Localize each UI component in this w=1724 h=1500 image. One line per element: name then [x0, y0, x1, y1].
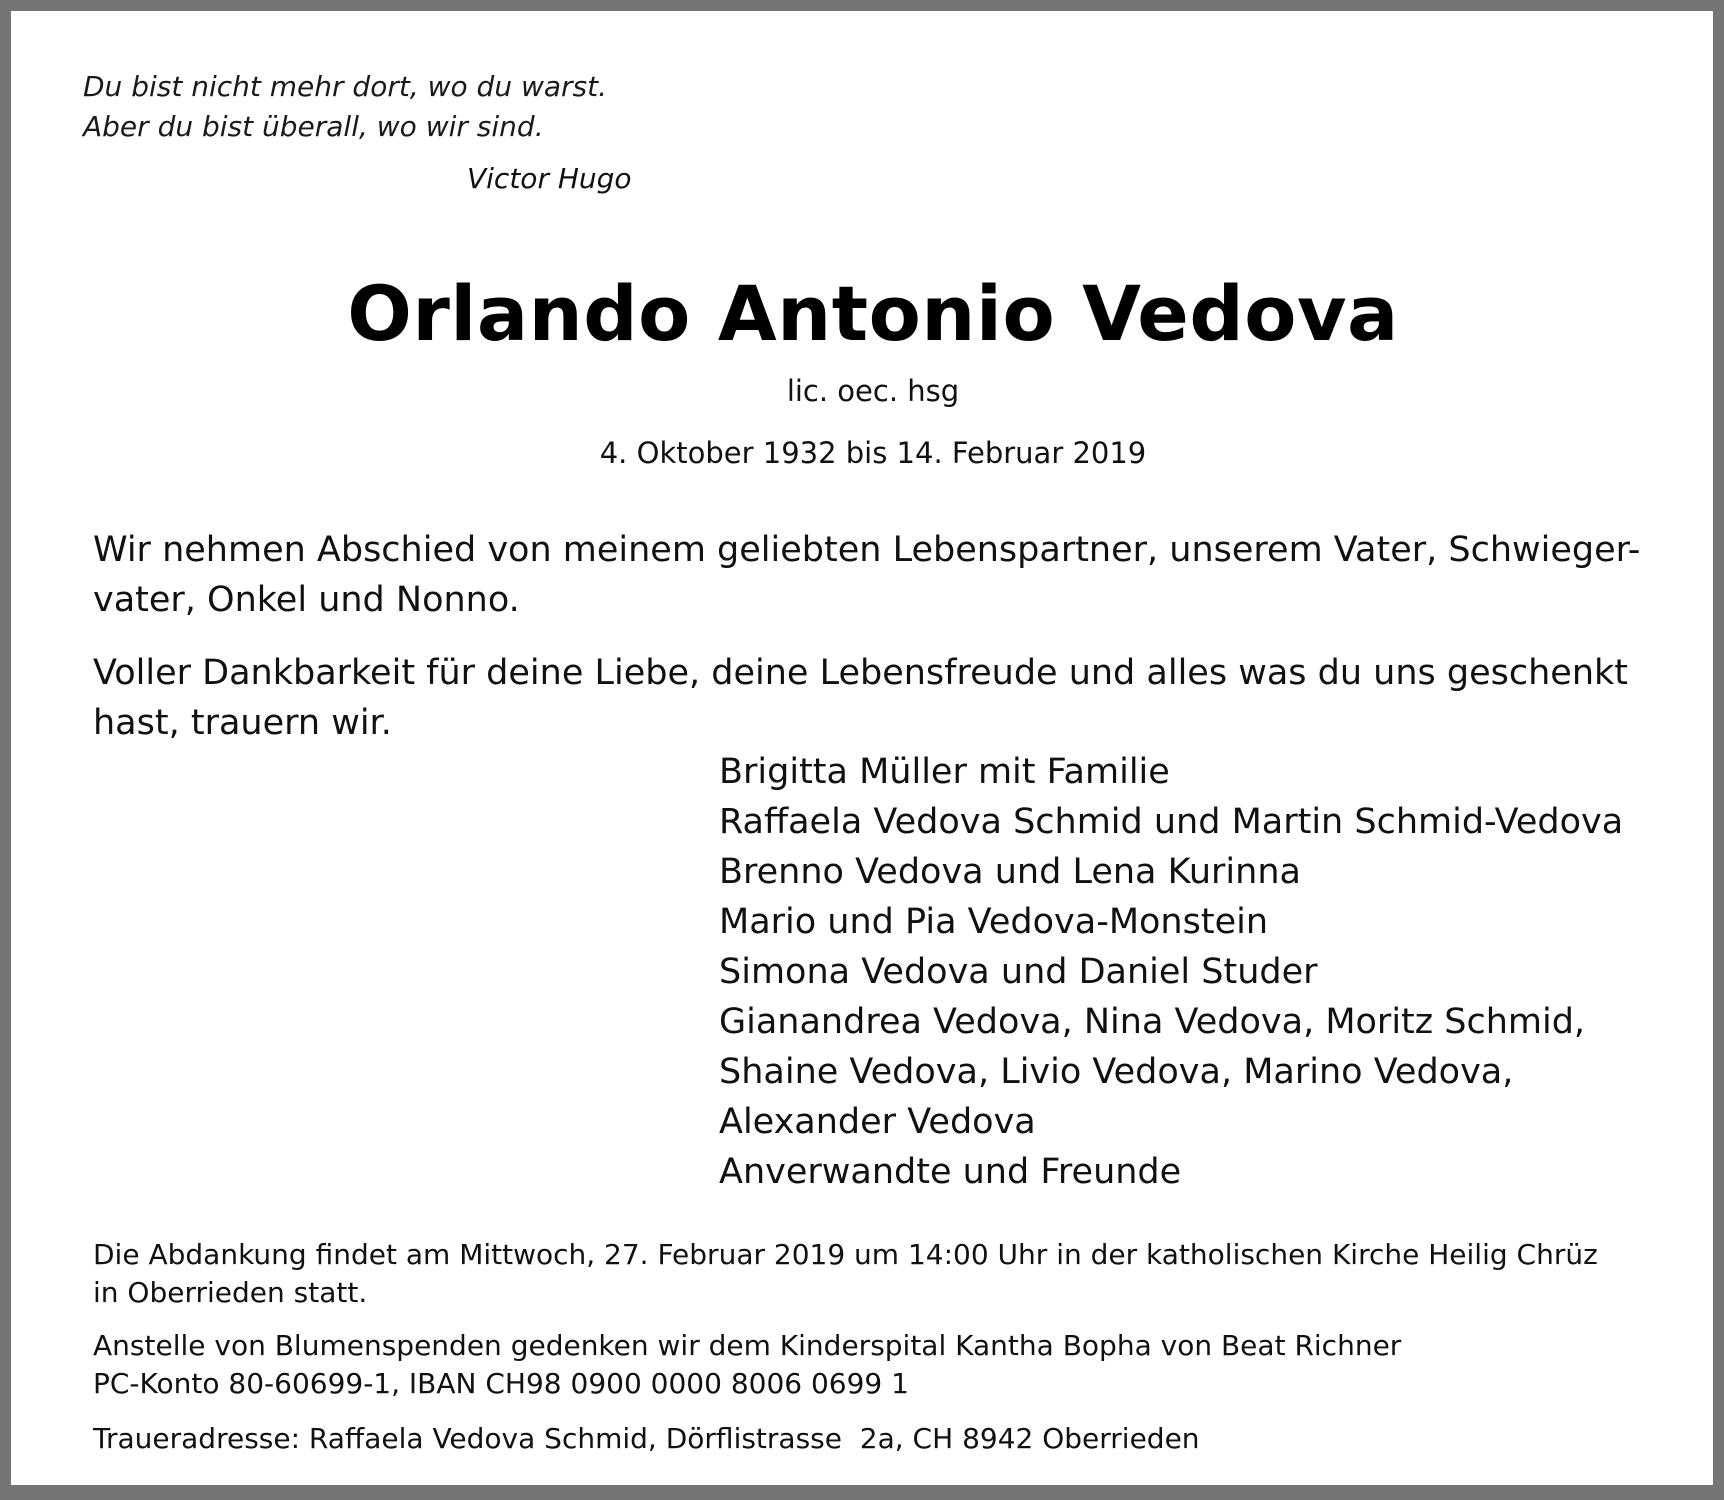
academic-title: lic. oec. hsg [786, 374, 960, 408]
signatory: Brigitta Müller mit Familie [719, 752, 1170, 792]
quote-author: Victor Hugo [467, 162, 632, 195]
ceremony-line: Die Abdankung findet am Mittwoch, 27. Februar 2019 um 14:00 Uhr in der katholischen Kirche Heilig Chrüz [93, 1238, 1598, 1271]
signatory: Shaine Vedova, Livio Vedova, Marino Vedova, [719, 1052, 1514, 1092]
quote-line: Aber du bist überall, wo wir sind. [83, 110, 544, 143]
ceremony-info [93, 1236, 1693, 1312]
donation-line: PC-Konto 80-60699-1, IBAN CH98 0900 0000 8006 0699 1 [93, 1367, 909, 1400]
paragraph-line: hast, trauern wir. [93, 703, 392, 743]
farewell-paragraph [93, 525, 1673, 625]
donation-line: Anstelle von Blumenspenden gedenken wir dem Kinderspital Kantha Bopha von Beat Richner [93, 1329, 1402, 1362]
quote [83, 67, 607, 147]
signatory: Simona Vedova und Daniel Studer [719, 952, 1318, 992]
signatory: Anverwandte und Freunde [719, 1152, 1182, 1192]
quote-line: Du bist nicht mehr dort, wo du warst. [83, 70, 608, 103]
address-line: Traueradresse: Raffaela Vedova Schmid, Dörflistrasse 2a, CH 8942 Oberrieden [93, 1422, 1200, 1455]
paragraph-line: Wir nehmen Abschied von meinem geliebten Lebenspartner, unserem Vater, Schwieger- [93, 530, 1641, 570]
life-dates: 4. Oktober 1932 bis 14. Februar 2019 [599, 436, 1147, 470]
signatory: Gianandrea Vedova, Nina Vedova, Moritz Schmid, [719, 1002, 1586, 1042]
deceased-name: Orlando Antonio Vedova [347, 269, 1399, 358]
paragraph-line: Voller Dankbarkeit für deine Liebe, deine Lebensfreude und alles was du uns geschenkt [93, 653, 1628, 693]
signatory: Brenno Vedova und Lena Kurinna [719, 852, 1301, 892]
paragraph-line: vater, Onkel und Nonno. [93, 580, 520, 620]
signatory: Mario und Pia Vedova-Monstein [719, 902, 1269, 942]
donation-info [93, 1327, 1693, 1403]
mourning-address [93, 1420, 1693, 1458]
ceremony-line: in Oberrieden statt. [93, 1276, 368, 1309]
gratitude-paragraph [93, 648, 1673, 748]
signatories-list [719, 747, 1623, 1197]
signatory: Raffaela Vedova Schmid und Martin Schmid-Vedova [719, 802, 1624, 842]
signatory: Alexander Vedova [719, 1102, 1036, 1142]
